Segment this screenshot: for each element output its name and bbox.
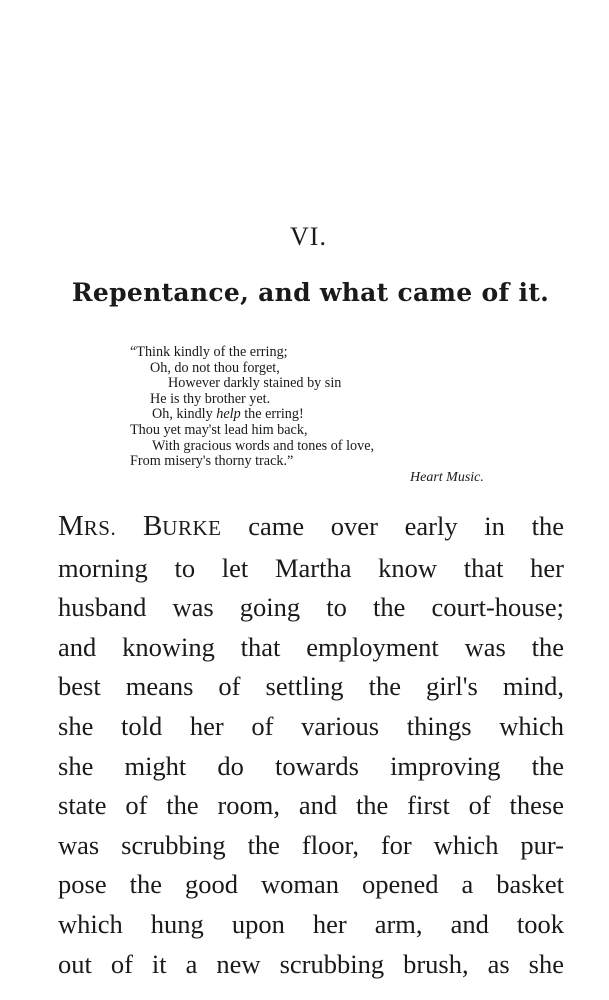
name-capital: B bbox=[142, 510, 163, 542]
epigraph-line: Oh, do not thou forget, bbox=[150, 359, 280, 376]
chapter-title: Repentance, and what came of it. bbox=[71, 278, 550, 307]
epigraph bbox=[130, 345, 530, 470]
epigraph-emphasis: help bbox=[216, 406, 241, 423]
epigraph-line: With gracious words and tones of love, bbox=[152, 437, 375, 454]
epigraph-line: “Think kindly of the erring; bbox=[130, 344, 288, 360]
body-line: husband was going to the court-house; bbox=[58, 592, 564, 623]
body-line: and knowing that employment was the bbox=[58, 631, 564, 662]
body-line bbox=[58, 507, 564, 549]
epigraph-line: He is thy brother yet. bbox=[150, 390, 271, 407]
epigraph-line: From misery's thorny track.” bbox=[130, 453, 294, 470]
body-line: she told her of various things which bbox=[58, 710, 564, 741]
opening-capital: M bbox=[58, 510, 84, 542]
epigraph-line-part: Oh, kindly bbox=[152, 406, 213, 423]
body-paragraph bbox=[58, 507, 564, 984]
body-line: pose the good woman opened a basket bbox=[58, 869, 564, 900]
epigraph-line: However darkly stained by sin bbox=[168, 375, 342, 392]
epigraph-line: Thou yet may'st lead him back, bbox=[130, 421, 308, 438]
body-line: was scrubbing the floor, for which pur- bbox=[58, 829, 564, 860]
name-small-caps: URKE bbox=[162, 516, 222, 540]
body-line: she might do towards improving the bbox=[58, 750, 564, 781]
body-line: best means of settling the girl's mind, bbox=[58, 671, 564, 702]
body-line: out of it a new scrubbing brush, as she bbox=[58, 948, 564, 979]
body-line-text: came over early in the bbox=[248, 511, 564, 541]
opening-small-caps: RS. bbox=[83, 516, 117, 540]
body-line: which hung upon her arm, and took bbox=[58, 908, 564, 939]
body-line: state of the room, and the first of these bbox=[58, 790, 564, 821]
epigraph-attribution: Heart Music. bbox=[410, 470, 484, 485]
epigraph-line bbox=[130, 407, 530, 423]
chapter-number: VI. bbox=[290, 222, 327, 251]
epigraph-line-part: the erring! bbox=[244, 406, 304, 423]
body-line: morning to let Martha know that her bbox=[58, 552, 564, 583]
